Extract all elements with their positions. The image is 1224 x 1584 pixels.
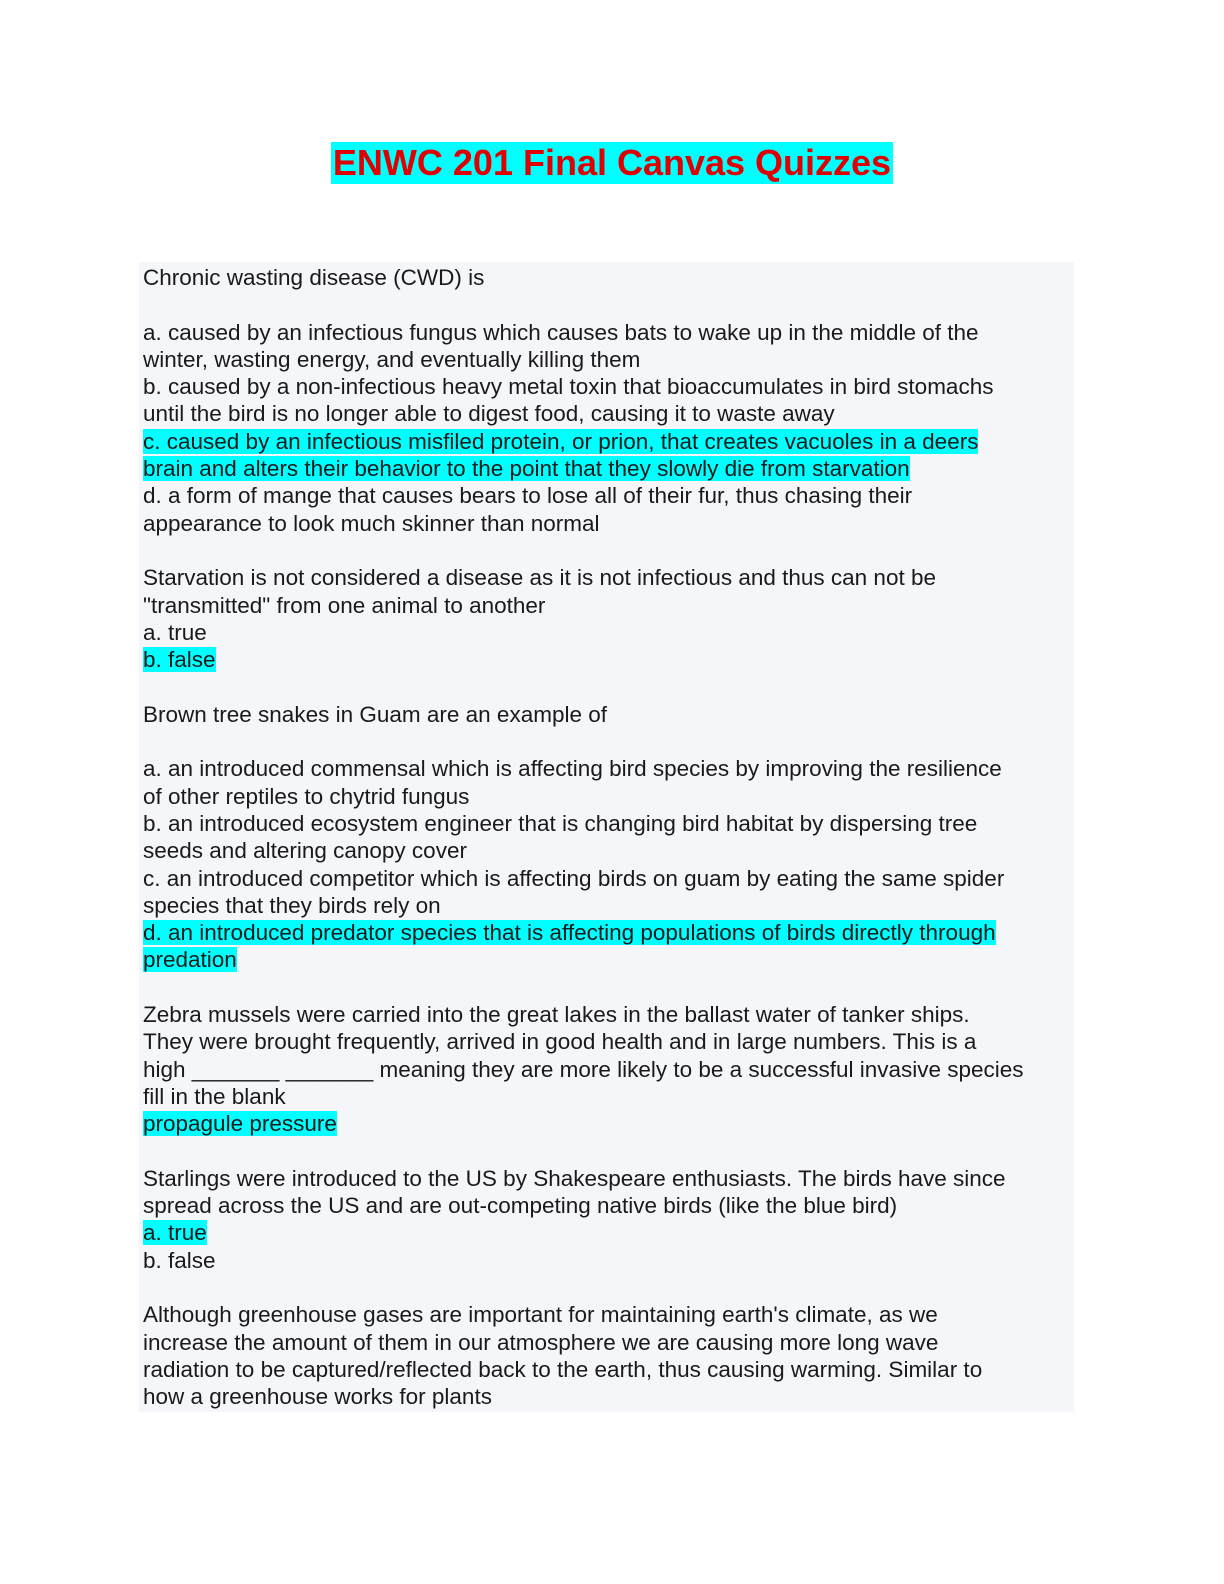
blank-line	[143, 974, 1070, 1001]
line-text: of other reptiles to chytrid fungus	[143, 783, 470, 809]
text-line	[143, 1001, 1070, 1028]
text-line	[143, 346, 1070, 373]
line-text: Starlings were introduced to the US by Shakespeare enthusiasts. The birds have since	[143, 1165, 1006, 1191]
text-line	[143, 865, 1070, 892]
blank-line	[143, 728, 1070, 755]
highlighted-answer-line	[143, 1110, 1070, 1137]
text-line	[143, 1083, 1070, 1110]
text-line	[143, 1301, 1070, 1328]
text-line	[143, 1329, 1070, 1356]
line-text: propagule pressure	[143, 1111, 337, 1137]
line-text: Chronic wasting disease (CWD) is	[143, 265, 485, 290]
text-line	[143, 892, 1070, 919]
text-line	[143, 1056, 1070, 1083]
line-text: b. an introduced ecosystem engineer that is changing bird habitat by dispersing tree	[143, 810, 978, 836]
text-line	[143, 1356, 1070, 1383]
line-text: d. a form of mange that causes bears to lose all of their fur, thus chasing their	[143, 483, 913, 509]
line-text: Although greenhouse gases are important for maintaining earth's climate, as we	[143, 1302, 938, 1328]
highlighted-answer-line	[143, 646, 1070, 673]
line-text: d. an introduced predator species that is affecting populations of birds directly through	[143, 920, 996, 946]
text-line	[143, 755, 1070, 782]
text-line	[143, 1383, 1070, 1410]
line-text: radiation to be captured/reflected back to the earth, thus causing warming. Similar to	[143, 1356, 983, 1382]
line-text: c. caused by an infectious misfiled protein, or prion, that creates vacuoles in a deers	[143, 428, 979, 454]
line-text: increase the amount of them in our atmosphere we are causing more long wave	[143, 1329, 939, 1355]
line-text: They were brought frequently, arrived in good health and in large numbers. This is a	[143, 1029, 977, 1055]
highlighted-answer-line	[143, 919, 1070, 946]
title-container	[0, 142, 1224, 184]
blank-line	[143, 537, 1070, 564]
highlighted-answer-line	[143, 1219, 1070, 1246]
text-line	[143, 592, 1070, 619]
blank-line	[143, 673, 1070, 700]
text-line	[143, 783, 1070, 810]
line-text: brain and alters their behavior to the point that they slowly die from starvation	[143, 456, 910, 482]
line-text: a. caused by an infectious fungus which causes bats to wake up in the middle of the	[143, 319, 979, 345]
text-line	[143, 619, 1070, 646]
line-text: b. false	[143, 1247, 216, 1273]
highlighted-answer-line	[143, 455, 1070, 482]
text-line	[143, 564, 1070, 591]
text-line	[143, 373, 1070, 400]
line-text: c. an introduced competitor which is affecting birds on guam by eating the same spider	[143, 865, 1005, 891]
text-line	[143, 264, 1070, 291]
line-text: a. true	[143, 619, 207, 645]
line-text: species that they birds rely on	[143, 892, 441, 918]
line-text: until the bird is no longer able to digest food, causing it to waste away	[143, 401, 835, 427]
blank-line	[143, 291, 1070, 318]
highlighted-answer-line	[143, 428, 1070, 455]
text-line	[143, 1165, 1070, 1192]
text-line	[143, 701, 1070, 728]
text-line	[143, 810, 1070, 837]
line-text: Brown tree snakes in Guam are an example of	[143, 701, 607, 727]
line-text: high _______ _______ meaning they are more likely to be a successful invasive species	[143, 1056, 1024, 1082]
line-text: appearance to look much skinner than normal	[143, 510, 600, 536]
text-line	[143, 837, 1070, 864]
text-line	[143, 1247, 1070, 1274]
line-text: fill in the blank	[143, 1083, 286, 1109]
blank-line	[143, 1274, 1070, 1301]
line-text: predation	[143, 947, 237, 973]
page-title: ENWC 201 Final Canvas Quizzes	[332, 142, 892, 183]
line-text: Starvation is not considered a disease as it is not infectious and thus can not be	[143, 565, 936, 591]
line-text: how a greenhouse works for plants	[143, 1384, 492, 1410]
text-line	[143, 1028, 1070, 1055]
line-text: b. caused by a non-infectious heavy metal toxin that bioaccumulates in bird stomachs	[143, 374, 994, 400]
text-line	[143, 482, 1070, 509]
text-line	[143, 319, 1070, 346]
text-line	[143, 1192, 1070, 1219]
line-text: b. false	[143, 647, 216, 673]
highlighted-answer-line	[143, 946, 1070, 973]
quiz-content	[139, 262, 1074, 1412]
line-text: seeds and altering canopy cover	[143, 838, 467, 864]
line-text: Zebra mussels were carried into the great lakes in the ballast water of tanker ships.	[143, 1002, 970, 1028]
line-text: spread across the US and are out-competing native birds (like the blue bird)	[143, 1193, 898, 1219]
text-line	[143, 400, 1070, 427]
blank-line	[143, 1138, 1070, 1165]
line-text: a. true	[143, 1220, 207, 1246]
text-line	[143, 510, 1070, 537]
line-text: "transmitted" from one animal to another	[143, 592, 546, 618]
line-text: winter, wasting energy, and eventually killing them	[143, 346, 641, 372]
line-text: a. an introduced commensal which is affecting bird species by improving the resilience	[143, 756, 1002, 782]
